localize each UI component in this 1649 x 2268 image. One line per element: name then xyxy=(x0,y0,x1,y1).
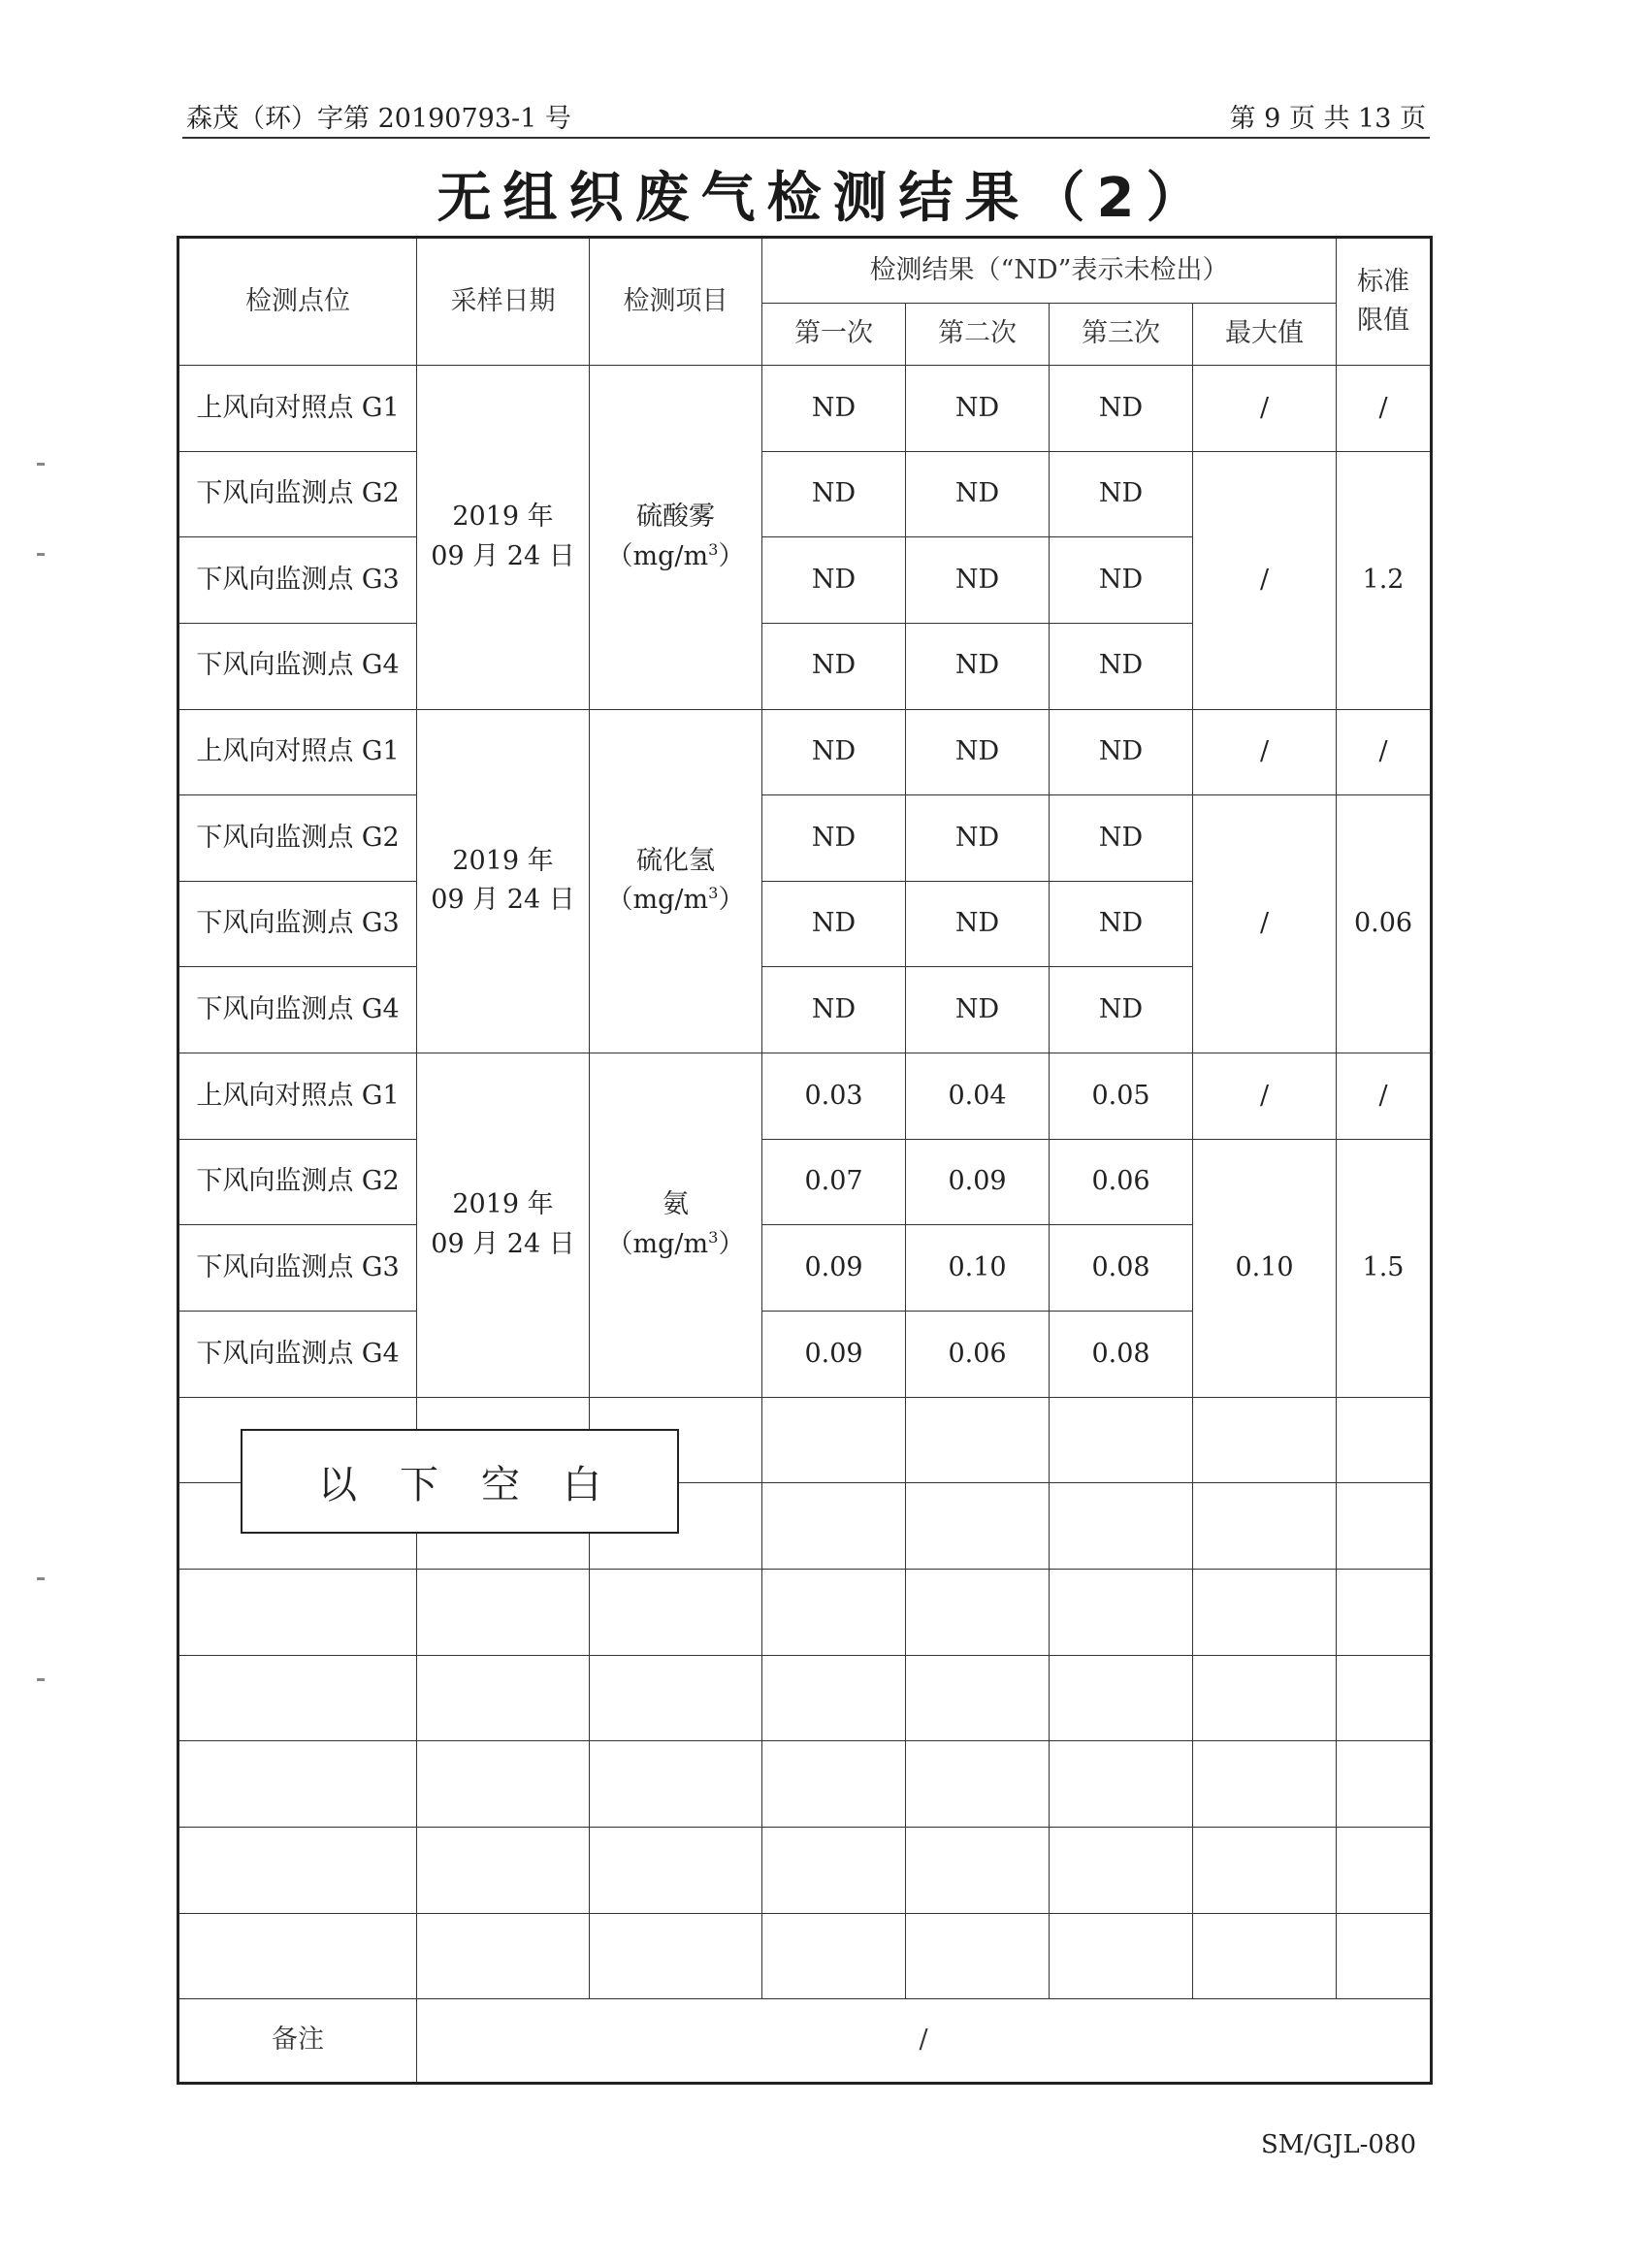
max-cell: / xyxy=(1193,366,1337,452)
value-cell: ND xyxy=(1050,709,1193,795)
remark-label: 备注 xyxy=(178,1999,417,2084)
limit-cell: 1.5 xyxy=(1337,1139,1432,1397)
location-cell: 上风向对照点 G1 xyxy=(178,366,417,452)
value-cell: 0.09 xyxy=(762,1312,906,1398)
location-cell: 上风向对照点 G1 xyxy=(178,709,417,795)
value-cell: 0.06 xyxy=(1050,1139,1193,1225)
value-cell: 0.04 xyxy=(906,1053,1050,1140)
date-cell: 2019 年 09 月 24 日 xyxy=(417,366,590,710)
max-cell: 0.10 xyxy=(1193,1139,1337,1397)
location-cell: 下风向监测点 G2 xyxy=(178,795,417,882)
value-cell: 0.07 xyxy=(762,1139,906,1225)
value-cell: ND xyxy=(906,537,1050,624)
col-header-limit xyxy=(1337,238,1432,366)
value-cell: ND xyxy=(906,366,1050,452)
limit-cell: 0.06 xyxy=(1337,795,1432,1053)
value-cell: ND xyxy=(1050,967,1193,1053)
max-cell: / xyxy=(1193,709,1337,795)
value-cell: ND xyxy=(906,623,1050,709)
limit-cell: / xyxy=(1337,366,1432,452)
table-row xyxy=(178,1053,1432,1140)
value-cell: ND xyxy=(906,967,1050,1053)
empty-row xyxy=(178,1827,1432,1913)
remark-value: / xyxy=(417,1999,1432,2084)
location-cell: 下风向监测点 G4 xyxy=(178,1312,417,1398)
value-cell: ND xyxy=(1050,366,1193,452)
value-cell: ND xyxy=(1050,623,1193,709)
value-cell: ND xyxy=(762,709,906,795)
col-header-date: 采样日期 xyxy=(417,238,590,366)
value-cell: 0.03 xyxy=(762,1053,906,1140)
value-cell: ND xyxy=(1050,537,1193,624)
table-row xyxy=(178,795,1432,882)
item-cell: 硫酸雾 $(mg/m^3)$ xyxy=(590,366,762,710)
location-cell: 下风向监测点 G3 xyxy=(178,537,417,624)
margin-mark xyxy=(37,1678,45,1681)
table-row xyxy=(178,1139,1432,1225)
remark-row xyxy=(178,1999,1432,2084)
value-cell: ND xyxy=(762,451,906,537)
value-cell: ND xyxy=(762,623,906,709)
location-cell: 下风向监测点 G3 xyxy=(178,881,417,967)
value-cell: ND xyxy=(906,451,1050,537)
value-cell: ND xyxy=(762,366,906,452)
value-cell: ND xyxy=(906,795,1050,882)
value-cell: ND xyxy=(762,795,906,882)
location-cell: 下风向监测点 G3 xyxy=(178,1225,417,1312)
table-row xyxy=(178,709,1432,795)
item-cell: 氨 $(mg/m^3)$ xyxy=(590,1053,762,1398)
results-table xyxy=(177,236,1433,2085)
limit-cell: / xyxy=(1337,709,1432,795)
col-header-second: 第二次 xyxy=(906,304,1050,366)
empty-row xyxy=(178,1569,1432,1655)
value-cell: ND xyxy=(906,709,1050,795)
margin-mark xyxy=(37,463,45,466)
date-cell: 2019 年 09 月 24 日 xyxy=(417,709,590,1053)
value-cell: ND xyxy=(762,537,906,624)
table-row xyxy=(178,451,1432,537)
max-cell: / xyxy=(1193,1053,1337,1140)
table-row xyxy=(178,366,1432,452)
location-cell: 上风向对照点 G1 xyxy=(178,1053,417,1140)
value-cell: ND xyxy=(906,881,1050,967)
value-cell: 0.10 xyxy=(906,1225,1050,1312)
value-cell: ND xyxy=(1050,795,1193,882)
max-cell: / xyxy=(1193,451,1337,709)
limit-header-line1: 标准 xyxy=(1357,266,1410,297)
col-header-results-group: 检测结果（“ND”表示未检出） xyxy=(762,238,1337,304)
col-header-third: 第三次 xyxy=(1050,304,1193,366)
location-cell: 下风向监测点 G4 xyxy=(178,967,417,1053)
limit-header-line2: 限值 xyxy=(1357,306,1410,336)
value-cell: ND xyxy=(762,967,906,1053)
col-header-location: 检测点位 xyxy=(178,238,417,366)
margin-mark xyxy=(37,553,45,556)
value-cell: 0.09 xyxy=(762,1225,906,1312)
empty-row xyxy=(178,1913,1432,1999)
limit-cell: 1.2 xyxy=(1337,451,1432,709)
max-cell: / xyxy=(1193,795,1337,1053)
col-header-max: 最大值 xyxy=(1193,304,1337,366)
col-header-item: 检测项目 xyxy=(590,238,762,366)
margin-mark xyxy=(37,1577,45,1580)
value-cell: 0.06 xyxy=(906,1312,1050,1398)
value-cell: ND xyxy=(1050,451,1193,537)
location-cell: 下风向监测点 G2 xyxy=(178,1139,417,1225)
value-cell: 0.08 xyxy=(1050,1312,1193,1398)
form-code: SM/GJL-080 xyxy=(1260,2130,1416,2159)
blank-below-stamp: 以下空白 xyxy=(241,1429,679,1534)
empty-row xyxy=(178,1741,1432,1828)
location-cell: 下风向监测点 G2 xyxy=(178,451,417,537)
value-cell: 0.05 xyxy=(1050,1053,1193,1140)
document-title: 无组织废气检测结果（2） xyxy=(436,167,1212,230)
col-header-first: 第一次 xyxy=(762,304,906,366)
value-cell: ND xyxy=(762,881,906,967)
report-number: 森茂（环）字第 20190793-1 号 xyxy=(186,104,571,134)
value-cell: 0.09 xyxy=(906,1139,1050,1225)
limit-cell: / xyxy=(1337,1053,1432,1140)
item-cell: 硫化氢 $(mg/m^3)$ xyxy=(590,709,762,1053)
page-info: 第 9 页 共 13 页 xyxy=(1229,104,1426,134)
location-cell: 下风向监测点 G4 xyxy=(178,623,417,709)
value-cell: ND xyxy=(1050,881,1193,967)
empty-row xyxy=(178,1655,1432,1741)
header-divider xyxy=(182,137,1430,139)
value-cell: 0.08 xyxy=(1050,1225,1193,1312)
date-cell: 2019 年 09 月 24 日 xyxy=(417,1053,590,1398)
